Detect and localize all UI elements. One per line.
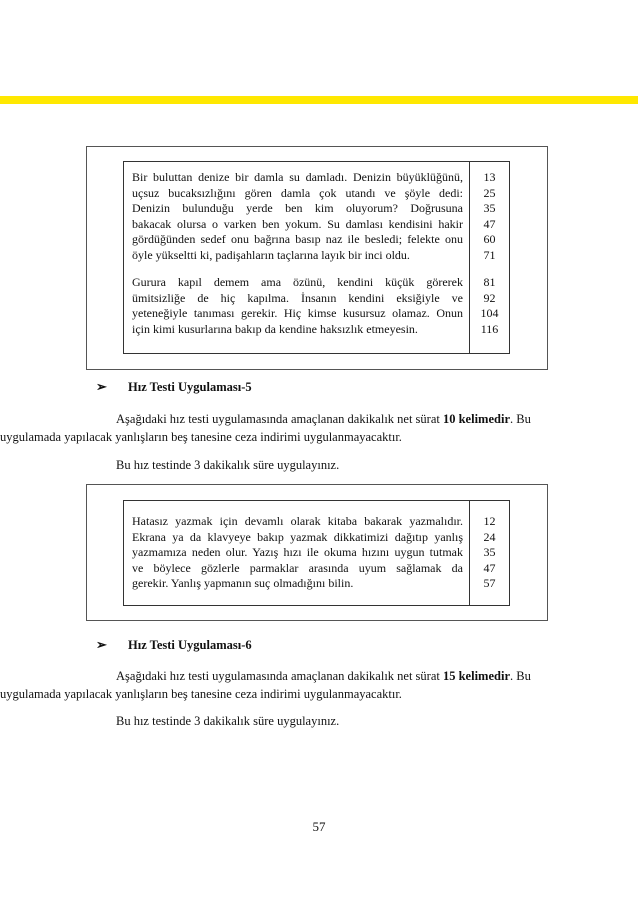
text-line: uçsuz bucaksızlığını gören damla çok utandı ve şöyle dedi:	[132, 185, 463, 200]
text-line: Hatasız yazmak için devamlı olarak kitaba bakarak yazmalıdır.	[132, 514, 463, 528]
text-line: Gurura kapıl demem ama özünü, kendini küçük görerek	[132, 275, 463, 289]
section-heading-6	[96, 637, 252, 653]
section-description-6	[0, 667, 558, 703]
word-count: 116	[480, 321, 499, 336]
word-count: 71	[483, 247, 496, 262]
word-count: 12	[483, 514, 496, 528]
exercise-paragraph-2	[132, 275, 463, 337]
header-accent-rule	[0, 96, 638, 104]
description-line-2: uygulamada yapılacak yanlışların beş tanesine ceza indirimi uygulanmayacaktır.	[0, 687, 402, 701]
text-line: yazmamıza neden olur. Yazış hızı ile okuma hızını uygun tutmak	[132, 545, 463, 559]
text-line: Denizin bulunduğu yerde ben kim oluyorum? Doğrusuna	[132, 201, 463, 215]
section-title-6: Hız Testi Uygulaması-6	[128, 637, 252, 652]
description-end: . Bu	[510, 412, 531, 426]
duration-note-6: Bu hız testinde 3 dakikalık süre uygulayınız.	[116, 714, 340, 728]
text-line: öyle yükseltti ki, padişahların taçlarına layık bir inci oldu.	[132, 247, 410, 262]
description-text: Aşağıdaki hız testi uygulamasında amaçlanan dakikalık net sürat	[116, 412, 443, 426]
page-number: 57	[312, 819, 326, 834]
text-line: ümitsizliğe de hiç kapılma. İnsanın kendini eksiğiyle ve	[132, 290, 463, 305]
description-line-2: uygulamada yapılacak yanlışların beş tanesine ceza indirimi uygulanmayacaktır.	[0, 430, 402, 444]
text-line: için kimi kusurlarına bakıp da kendine haksızlık etmeyesin.	[132, 321, 418, 336]
word-count: 24	[483, 529, 496, 544]
text-line: Ekrana ya da klavyeye bakıp yazmak dikkatimizi dağıtıp yanlış	[132, 529, 463, 544]
section-description-5	[0, 410, 558, 446]
exercise-paragraph-3	[132, 514, 463, 592]
word-count-column-1	[469, 162, 509, 353]
description-text: Aşağıdaki hız testi uygulamasında amaçlanan dakikalık net sürat	[116, 669, 443, 683]
word-count: 47	[483, 216, 496, 231]
arrow-bullet-icon: ➢	[96, 637, 107, 652]
word-count: 25	[483, 185, 496, 200]
word-count: 104	[480, 306, 499, 320]
exercise-text-box-2	[123, 500, 510, 606]
target-speed: 10 kelimedir	[442, 412, 510, 426]
exercise-text-box-1	[123, 161, 510, 354]
target-speed: 15 kelimedir	[442, 669, 510, 683]
duration-note-5: Bu hız testinde 3 dakikalık süre uygulayınız.	[116, 458, 340, 472]
exercise-text-2	[124, 501, 469, 605]
description-end: . Bu	[510, 669, 531, 683]
word-count: 35	[483, 201, 496, 215]
text-line: gördüğünden sedef onu bağrına basıp naz ile besledi; felekte onu	[132, 232, 463, 246]
exercise-paragraph-1	[132, 170, 463, 263]
word-count-column-2	[469, 501, 509, 605]
word-count: 60	[483, 232, 496, 246]
arrow-bullet-icon: ➢	[96, 379, 107, 394]
word-count: 35	[483, 545, 496, 559]
word-count: 13	[483, 170, 496, 184]
word-count: 81	[483, 275, 496, 289]
text-line: yeteneğiyle tanıması gerekir. Hiç kimse kusursuz olamaz. Onun	[132, 306, 463, 320]
section-heading-5	[96, 379, 252, 395]
exercise-text-1	[124, 162, 469, 353]
section-title-5: Hız Testi Uygulaması-5	[128, 379, 252, 394]
text-line: ve böylece gözlerle parmaklar arasında uyum sağlamak da	[132, 560, 463, 575]
text-line: Bir buluttan denize bir damla su damladı. Denizin büyüklüğünü,	[132, 170, 463, 184]
word-count: 92	[483, 290, 496, 305]
word-count: 57	[483, 576, 496, 590]
text-line: bakacak olursa o varken ben yokum. Su damlası kendisini hakir	[132, 216, 463, 231]
text-line: gerekir. Yanlış yapmanın suç olmadığını bilin.	[132, 576, 354, 590]
word-count: 47	[483, 560, 496, 575]
